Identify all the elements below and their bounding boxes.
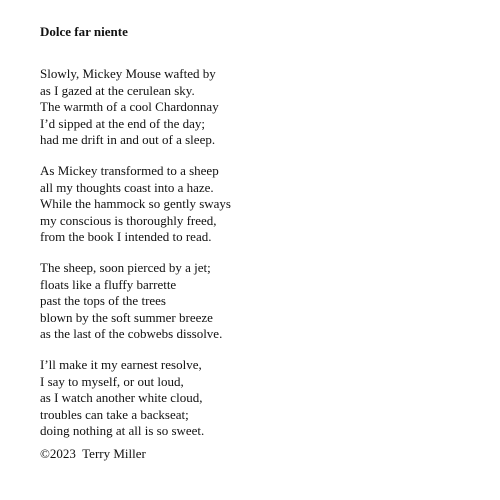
poem-body <box>40 66 480 454</box>
copyright-notice: ©2023 Terry Miller <box>40 446 146 461</box>
poem-line: Slowly, Mickey Mouse wafted by <box>40 66 216 81</box>
poem-line: While the hammock so gently sways <box>40 196 231 211</box>
poem-line: I’d sipped at the end of the day; <box>40 115 205 131</box>
poem-line: from the book I intended to read. <box>40 229 212 244</box>
poem-line: I say to myself, or out loud, <box>40 373 184 389</box>
poem-line: troubles can take a backseat; <box>40 406 189 422</box>
stanza-4 <box>40 357 480 440</box>
stanza-1 <box>40 66 480 149</box>
poem-line: As Mickey transformed to a sheep <box>40 163 219 178</box>
poem-line: I’ll make it my earnest resolve, <box>40 357 202 372</box>
poem-line: The warmth of a cool Chardonnay <box>40 99 219 114</box>
poem-line: as I gazed at the cerulean sky. <box>40 82 195 98</box>
poem-line: all my thoughts coast into a haze. <box>40 179 214 195</box>
poem-line: as the last of the cobwebs dissolve. <box>40 326 223 341</box>
poem-title: Dolce far niente <box>40 24 128 39</box>
stanza-3 <box>40 260 480 343</box>
poem-line: past the tops of the trees <box>40 293 166 308</box>
poem-line: as I watch another white cloud, <box>40 390 203 405</box>
poem-line: had me drift in and out of a sleep. <box>40 132 216 147</box>
stanza-2 <box>40 163 480 246</box>
poem-line: blown by the soft summer breeze <box>40 309 213 325</box>
poem-line: The sheep, soon pierced by a jet; <box>40 260 211 275</box>
poem-line: my conscious is thoroughly freed, <box>40 212 217 228</box>
poem-line: floats like a fluffy barrette <box>40 276 177 292</box>
poem-line: doing nothing at all is so sweet. <box>40 423 205 438</box>
